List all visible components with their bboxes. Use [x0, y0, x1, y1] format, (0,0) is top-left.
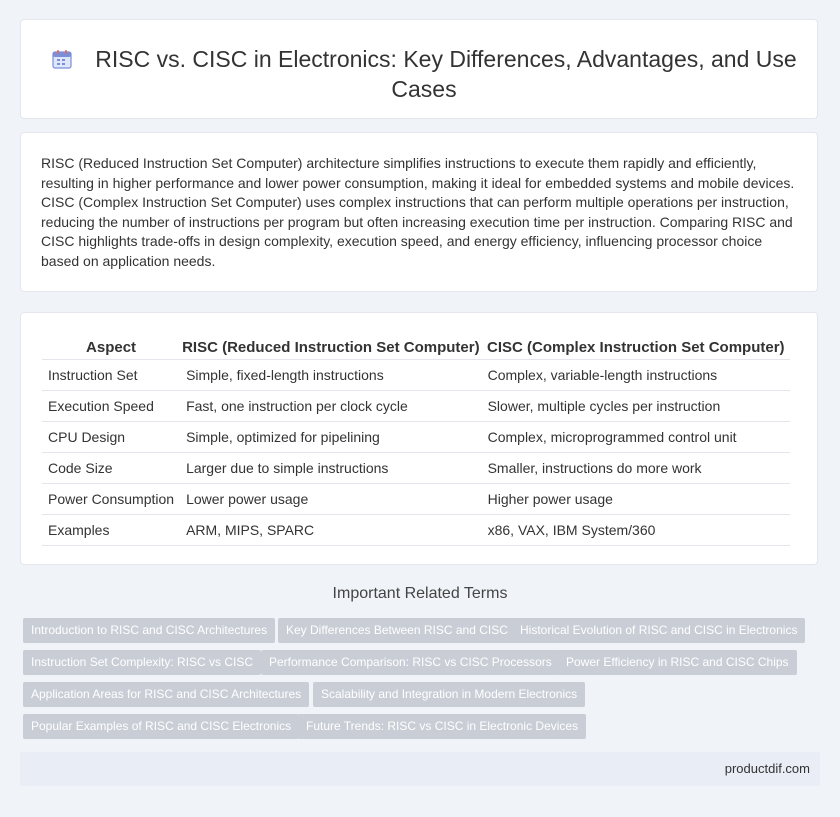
page-title: RISC vs. CISC in Electronics: Key Differences, Advantages, and Use Cases [95, 46, 797, 102]
related-term-tag[interactable]: Historical Evolution of RISC and CISC in Electronics [512, 618, 805, 643]
cell-aspect: Instruction Set [42, 360, 180, 391]
calendar-icon [51, 48, 73, 70]
cell-cisc: Complex, variable-length instructions [482, 360, 790, 391]
page-title-wrap [51, 44, 797, 104]
related-term-tag[interactable]: Popular Examples of RISC and CISC Electronics [23, 714, 299, 739]
table-row [42, 453, 790, 484]
related-term-tag[interactable]: Application Areas for RISC and CISC Architectures [23, 682, 309, 707]
cell-aspect: Execution Speed [42, 391, 180, 422]
related-term-tag[interactable]: Future Trends: RISC vs CISC in Electronic Devices [298, 714, 586, 739]
cell-cisc: Higher power usage [482, 484, 790, 515]
table-row [42, 422, 790, 453]
related-term-tag[interactable]: Key Differences Between RISC and CISC [278, 618, 516, 643]
header-card [20, 19, 818, 119]
intro-text: RISC (Reduced Instruction Set Computer) architecture simplifies instructions to execute them rapidly and efficiently, resulting in higher performance and lower power consumption, making it ideal for embedded systems and mobile devices. CISC (Complex Instruction Set Computer) uses complex instructions that can perform multiple operations per instruction, reducing the number of instructions per program but often increasing execution time per instruction. Comparing RISC and CISC highlights trade-offs in design complexity, execution speed, and energy efficiency, influencing processor choice based on application needs. [41, 155, 795, 269]
cell-aspect: Code Size [42, 453, 180, 484]
cell-risc: Simple, optimized for pipelining [180, 422, 482, 453]
cell-aspect: Examples [42, 515, 180, 546]
cell-risc: ARM, MIPS, SPARC [180, 515, 482, 546]
related-term-tag[interactable]: Performance Comparison: RISC vs CISC Processors [261, 650, 560, 675]
comparison-card [20, 312, 818, 565]
cell-cisc: Complex, microprogrammed control unit [482, 422, 790, 453]
intro-card [20, 132, 818, 292]
cell-risc: Simple, fixed-length instructions [180, 360, 482, 391]
cell-risc: Lower power usage [180, 484, 482, 515]
header-risc: RISC (Reduced Instruction Set Computer) [180, 333, 482, 360]
related-term-tag[interactable]: Power Efficiency in RISC and CISC Chips [558, 650, 797, 675]
related-term-tag[interactable]: Introduction to RISC and CISC Architectures [23, 618, 275, 643]
cell-aspect: CPU Design [42, 422, 180, 453]
related-term-tag[interactable]: Instruction Set Complexity: RISC vs CISC [23, 650, 261, 675]
table-header-row [42, 333, 790, 360]
table-row [42, 484, 790, 515]
table-row [42, 391, 790, 422]
cell-risc: Larger due to simple instructions [180, 453, 482, 484]
table-row [42, 360, 790, 391]
related-terms-title: Important Related Terms [332, 585, 508, 602]
related-term-tag[interactable]: Scalability and Integration in Modern Electronics [313, 682, 585, 707]
header-cisc: CISC (Complex Instruction Set Computer) [482, 333, 790, 360]
cell-aspect: Power Consumption [42, 484, 180, 515]
cell-cisc: Slower, multiple cycles per instruction [482, 391, 790, 422]
comparison-table [42, 333, 790, 546]
footer [20, 752, 820, 786]
cell-risc: Fast, one instruction per clock cycle [180, 391, 482, 422]
table-row [42, 515, 790, 546]
footer-site[interactable]: productdif.com [724, 761, 810, 776]
cell-cisc: Smaller, instructions do more work [482, 453, 790, 484]
header-aspect: Aspect [42, 333, 180, 360]
cell-cisc: x86, VAX, IBM System/360 [482, 515, 790, 546]
